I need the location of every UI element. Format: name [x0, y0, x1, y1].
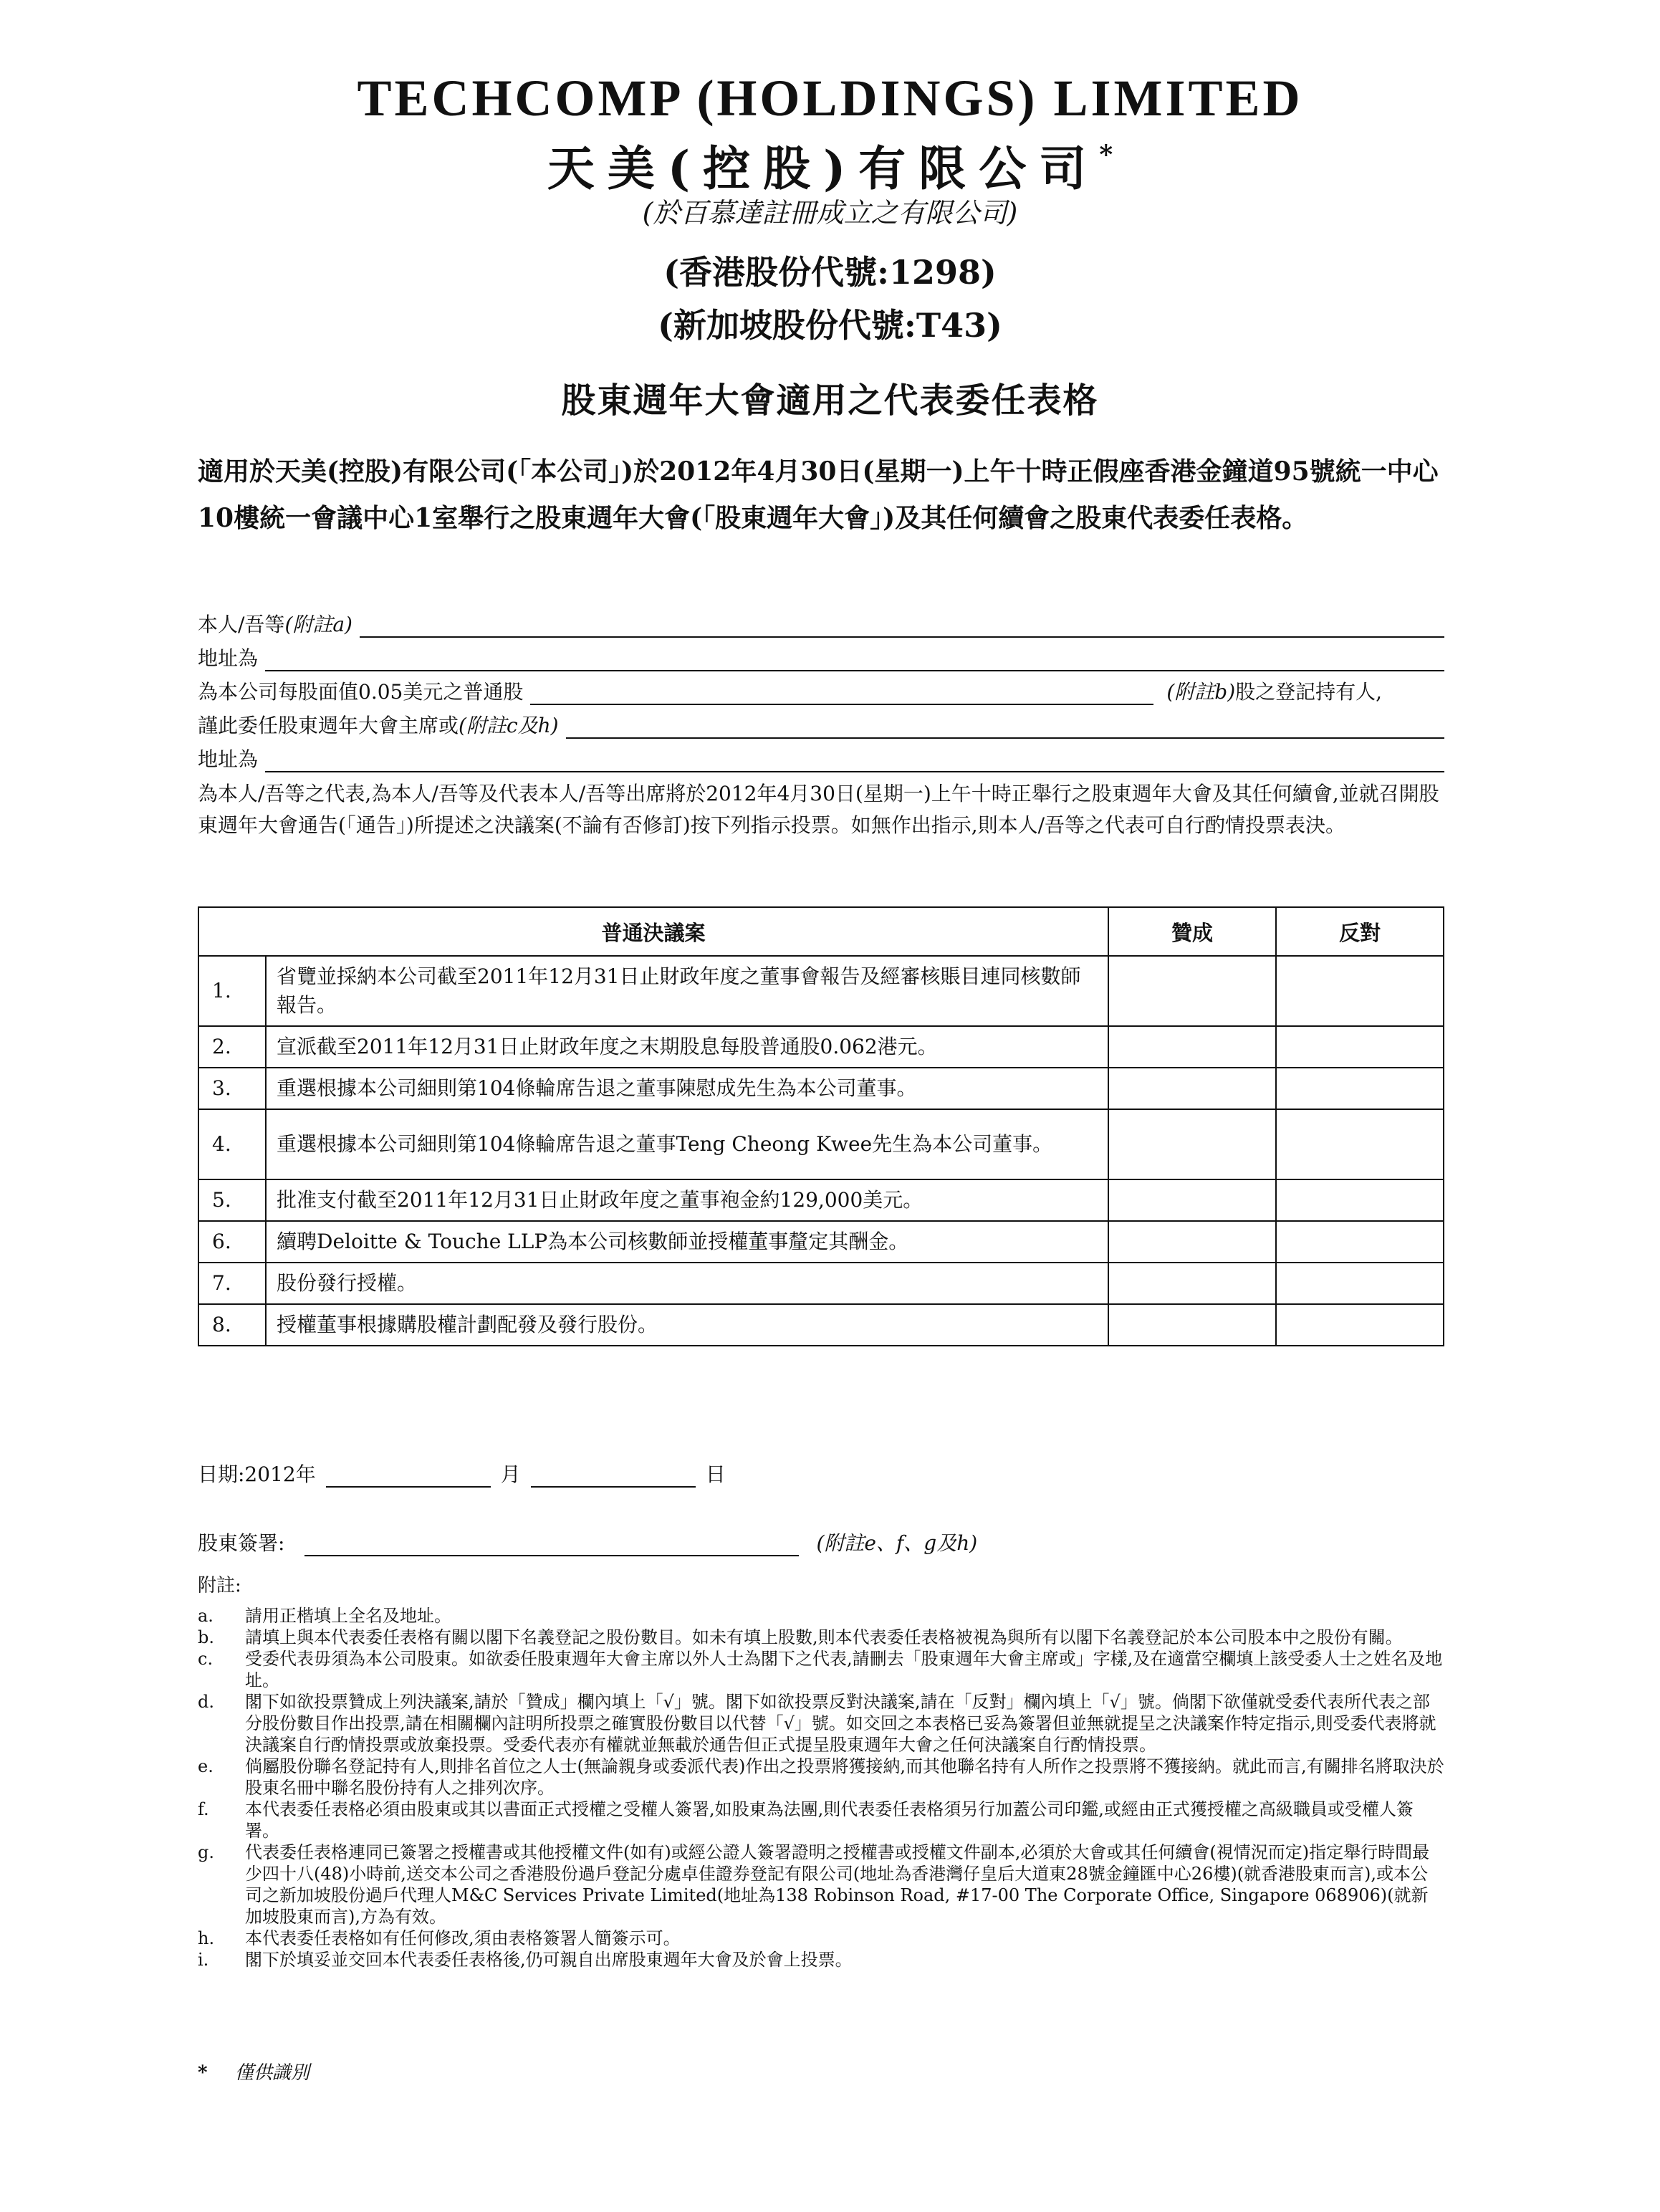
- against-checkbox-cell[interactable]: [1276, 1304, 1444, 1346]
- table-row: [198, 1068, 1444, 1109]
- list-item: [198, 1691, 1444, 1756]
- against-checkbox-cell[interactable]: [1276, 1026, 1444, 1068]
- resolution-text: 續聘Deloitte & Touche LLP為本公司核數師並授權董事釐定其酬金。: [266, 1221, 1108, 1263]
- table-row: [198, 1221, 1444, 1263]
- note-key: i.: [198, 1950, 209, 1970]
- against-checkbox-cell[interactable]: [1276, 1221, 1444, 1263]
- incorporation-note: (於百慕達註冊成立之有限公司): [642, 197, 1018, 229]
- proxy-instruction-paragraph: 為本人/吾等之代表,為本人/吾等及代表本人/吾等出席將於2012年4月30日(星期一)上午十時正舉行之股東週年大會及其任何續會,並就召開股東週年大會通告(「通告」)所提述之決議案(不論有否修訂)按下列指示投票。如無作出指示,則本人/吾等之代表可自行酌情投票表決。: [198, 782, 1439, 837]
- against-checkbox-cell[interactable]: [1276, 1109, 1444, 1179]
- proxy-appoint-line[interactable]: [566, 716, 1444, 739]
- company-name-english: TECHCOMP (HOLDINGS) LIMITED: [357, 70, 1303, 127]
- date-field: [198, 1456, 726, 1488]
- sg-stock-code: (新加坡股份代號:T43): [658, 306, 1002, 345]
- shareholder-address-field: [198, 640, 1444, 671]
- company-name-chinese: [0, 130, 1660, 198]
- proxy-address-line[interactable]: [265, 750, 1444, 772]
- resolution-text: 宣派截至2011年12月31日止財政年度之末期股息每股普通股0.062港元。: [266, 1026, 1108, 1068]
- for-checkbox-cell[interactable]: [1108, 1109, 1276, 1179]
- signature-note: (附註e、f、g及h): [816, 1531, 978, 1555]
- table-row: [198, 1179, 1444, 1221]
- resolutions-header-row: [198, 907, 1444, 956]
- note-key: h.: [198, 1928, 215, 1948]
- resolution-text: 批准支付截至2011年12月31日止財政年度之董事袍金約129,000美元。: [266, 1179, 1108, 1221]
- note-text: 請填上與本代表委任表格有關以閣下名義登記之股份數目。如未有填上股數,則本代表委任表格被視為與所有以閣下名義登記於本公司股本中之股份有關。: [245, 1627, 1403, 1647]
- for-checkbox-cell[interactable]: [1108, 1179, 1276, 1221]
- note-key: f.: [198, 1799, 209, 1819]
- against-checkbox-cell[interactable]: [1276, 956, 1444, 1026]
- list-item: [198, 1949, 1444, 1971]
- footnote: [198, 2058, 310, 2084]
- note-key: g.: [198, 1842, 214, 1862]
- shareholder-address-label: 地址為: [198, 646, 259, 670]
- list-item: [198, 1928, 1444, 1949]
- resolution-text: 股份發行授權。: [266, 1263, 1108, 1304]
- against-checkbox-cell[interactable]: [1276, 1179, 1444, 1221]
- against-checkbox-cell[interactable]: [1276, 1068, 1444, 1109]
- note-text: 本代表委任表格必須由股東或其以書面正式授權之受權人簽署,如股東為法團,則代表委任表格須另行加蓋公司印鑑,或經由正式獲授權之高級職員或受權人簽署。: [245, 1799, 1414, 1841]
- table-row: [198, 956, 1444, 1026]
- resolution-number: 8.: [198, 1304, 266, 1346]
- resolution-number: 7.: [198, 1263, 266, 1304]
- proxy-appoint-field: [198, 707, 1444, 739]
- resolution-number: 4.: [198, 1109, 266, 1179]
- share-count-tail: 股之登記持有人,: [1235, 680, 1383, 704]
- date-month-label: 月: [500, 1462, 521, 1486]
- for-checkbox-cell[interactable]: [1108, 1026, 1276, 1068]
- signature-line[interactable]: [304, 1533, 799, 1556]
- note-text: 閣下如欲投票贊成上列決議案,請於「贊成」欄內填上「√」號。閣下如欲投票反對決議案,請在「反對」欄內填上「√」號。倘閣下欲僅就受委代表所代表之部分股份數目作出投票,請在相關欄內註明所投票之確實股份數目以代替「√」號。如交回之本表格已妥為簽署但並無就提呈之決議案作特定指示,則受委代表將就決議案自行酌情投票或放棄投票。受委代表亦有權就並無載於通告但正式提呈股東週年大會之任何決議案自行酌情投票。: [245, 1692, 1436, 1755]
- against-checkbox-cell[interactable]: [1276, 1263, 1444, 1304]
- share-count-note: (附註b): [1166, 680, 1236, 704]
- resolution-number: 3.: [198, 1068, 266, 1109]
- note-text: 倘屬股份聯名登記持有人,則排名首位之人士(無論親身或委派代表)作出之投票將獲接納,而其他聯名持有人所作之投票將不獲接納。就此而言,有關排名將取決於股東名冊中聯名股份持有人之排列次序。: [245, 1756, 1444, 1798]
- resolution-number: 1.: [198, 956, 266, 1026]
- note-key: e.: [198, 1756, 214, 1776]
- note-text: 請用正楷填上全名及地址。: [245, 1606, 451, 1626]
- proxy-appoint-label: 謹此委任股東週年大會主席或: [198, 714, 459, 737]
- list-item: [198, 1648, 1444, 1691]
- against-column-header: 反對: [1276, 907, 1444, 956]
- note-key: c.: [198, 1649, 214, 1669]
- proxy-appoint-note: (附註c及h): [459, 714, 559, 737]
- note-key: d.: [198, 1692, 214, 1712]
- note-key: a.: [198, 1606, 214, 1626]
- table-row: [198, 1304, 1444, 1346]
- list-item: [198, 1627, 1444, 1648]
- list-item: [198, 1605, 1444, 1627]
- table-row: [198, 1263, 1444, 1304]
- shareholder-name-field: [198, 606, 1444, 638]
- resolution-text: 重選根據本公司細則第104條輪席告退之董事Teng Cheong Kwee先生為本公司董事。: [266, 1109, 1108, 1179]
- shareholder-address-line[interactable]: [265, 648, 1444, 671]
- table-row: [198, 1026, 1444, 1068]
- for-checkbox-cell[interactable]: [1108, 1221, 1276, 1263]
- table-row: [198, 1109, 1444, 1179]
- share-count-field: [198, 674, 1444, 705]
- list-item: [198, 1799, 1444, 1842]
- intro-paragraph: 適用於天美(控股)有限公司(「本公司」)於2012年4月30日(星期一)上午十時正假座香港金鐘道95號統一中心10樓統一會議中心1室舉行之股東週年大會(「股東週年大會」)及其任何續會之股東代表委任表格。: [198, 456, 1439, 533]
- hk-stock-code: (香港股份代號:1298): [663, 253, 997, 292]
- for-checkbox-cell[interactable]: [1108, 1263, 1276, 1304]
- resolution-number: 6.: [198, 1221, 266, 1263]
- form-title: 股東週年大會適用之代表委任表格: [561, 380, 1099, 421]
- company-name-chinese-text: 天美(控股)有限公司: [547, 140, 1100, 196]
- shareholder-name-line[interactable]: [360, 615, 1444, 638]
- note-text: 閣下於填妥並交回本代表委任表格後,仍可親自出席股東週年大會及於會上投票。: [245, 1950, 853, 1970]
- list-item: [198, 1842, 1444, 1928]
- company-name-asterisk: *: [1099, 140, 1113, 170]
- date-day-label: 日: [705, 1462, 726, 1486]
- notes-heading: 附註:: [198, 1575, 241, 1596]
- resolution-text: 授權董事根據購股權計劃配發及發行股份。: [266, 1304, 1108, 1346]
- for-checkbox-cell[interactable]: [1108, 1068, 1276, 1109]
- resolutions-table: [198, 906, 1444, 1346]
- proxy-address-label: 地址為: [198, 747, 259, 771]
- for-checkbox-cell[interactable]: [1108, 956, 1276, 1026]
- shareholder-name-note: (附註a): [284, 613, 352, 636]
- share-count-label: 為本公司每股面值0.05美元之普通股: [198, 680, 524, 704]
- resolution-column-header: 普通決議案: [198, 907, 1108, 956]
- note-text: 受委代表毋須為本公司股東。如欲委任股東週年大會主席以外人士為閣下之代表,請刪去「股東週年大會主席或」字樣,及在適當空欄填上該受委人士之姓名及地址。: [245, 1649, 1443, 1690]
- for-checkbox-cell[interactable]: [1108, 1304, 1276, 1346]
- footnote-asterisk: *: [198, 2062, 208, 2084]
- resolution-number: 2.: [198, 1026, 266, 1068]
- resolution-text: 重選根據本公司細則第104條輪席告退之董事陳慰成先生為本公司董事。: [266, 1068, 1108, 1109]
- signature-label: 股東簽署:: [198, 1531, 285, 1555]
- shareholder-name-label: 本人/吾等: [198, 613, 285, 636]
- date-day-line[interactable]: [531, 1465, 696, 1488]
- notes-list: [198, 1605, 1444, 1971]
- share-count-line[interactable]: [530, 682, 1153, 705]
- date-year-label: 日期:2012年: [198, 1462, 316, 1486]
- footnote-text: 僅供識別: [234, 2062, 310, 2084]
- note-text: 代表委任表格連同已簽署之授權書或其他授權文件(如有)或經公證人簽署證明之授權書或授權文件副本,必須於大會或其任何續會(視情況而定)指定舉行時間最少四十八(48)小時前,送交本公司之香港股份過戶登記分處卓佳證券登記有限公司(地址為香港灣仔皇后大道東28號金鐘匯中心26樓)(就香港股東而言),或本公司之新加坡股份過戶代理人M&C Services Private Limited(地址為138 Robinson Road, #17-00 The Corporate Office, Singapore 068906)(就新加坡股東而言),方為有效。: [245, 1842, 1430, 1927]
- signature-field: [198, 1525, 977, 1556]
- resolution-text: 省覽並採納本公司截至2011年12月31日止財政年度之董事會報告及經審核賬目連同核數師報告。: [266, 956, 1108, 1026]
- note-key: b.: [198, 1627, 214, 1647]
- proxy-address-field: [198, 741, 1444, 772]
- list-item: [198, 1756, 1444, 1799]
- note-text: 本代表委任表格如有任何修改,須由表格簽署人簡簽示可。: [245, 1928, 681, 1948]
- for-column-header: 贊成: [1108, 907, 1276, 956]
- date-month-line[interactable]: [326, 1465, 491, 1488]
- resolution-number: 5.: [198, 1179, 266, 1221]
